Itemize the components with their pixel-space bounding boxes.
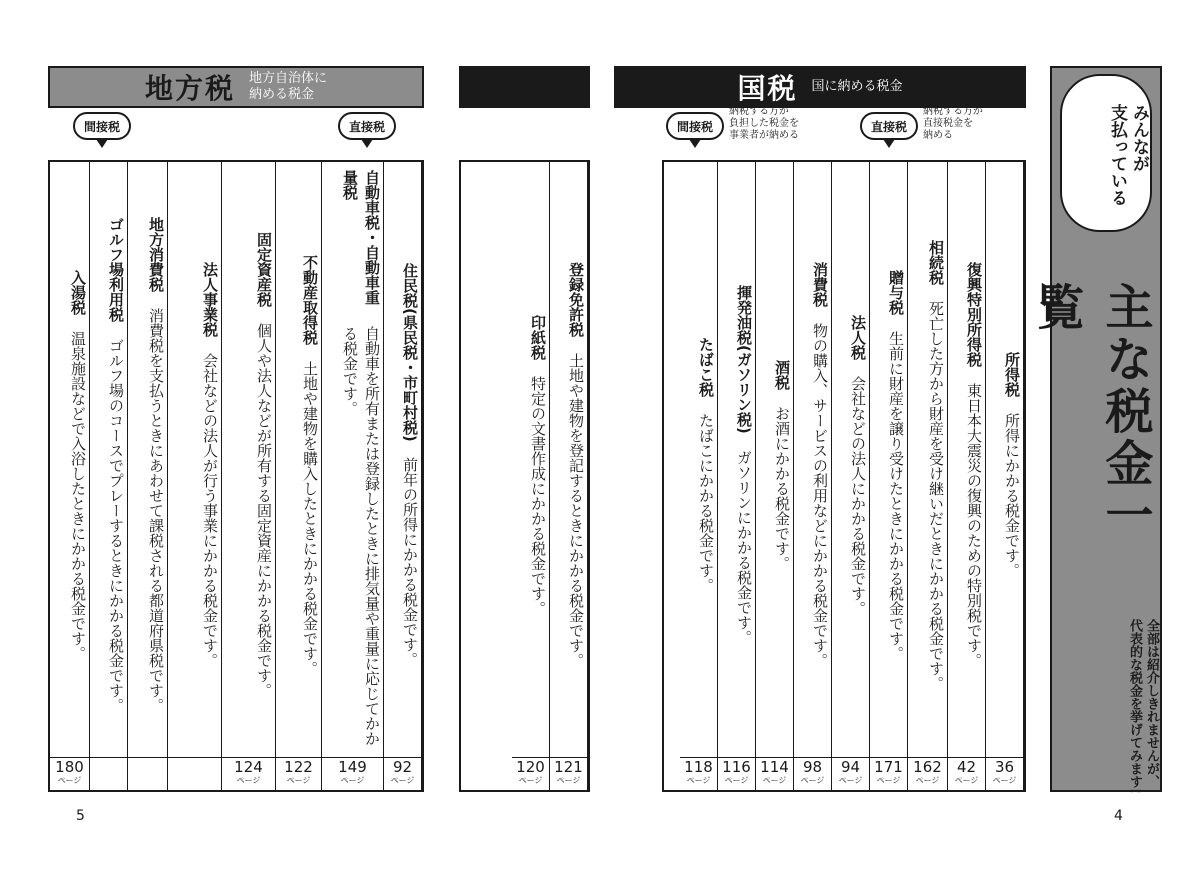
tax-description: 土地や建物を登記するときにかかる税金です。: [567, 353, 585, 668]
national-direct-bubble: 直接税: [860, 112, 918, 140]
national-tax-title: 国税: [737, 72, 798, 105]
local-tax-title: 地方税: [144, 72, 235, 105]
national-indirect-bubble: 間接税: [666, 112, 724, 140]
page-reference-unit: ページ: [762, 776, 787, 785]
national-tax-column: [986, 162, 1024, 790]
tax-description: 土地や建物を購入したときにかかる税金です。: [301, 360, 319, 676]
page-number-right: 4: [1114, 808, 1123, 824]
tax-name: 自動車税・自動車重量税: [341, 170, 381, 305]
local-tax-subtitle: 地方自治体に 納める税金: [249, 71, 328, 102]
tax-name: たばこ税: [697, 337, 715, 397]
page-reference-unit: ページ: [286, 776, 311, 785]
page-reference: [128, 757, 167, 790]
page-reference-number: 122: [284, 758, 313, 776]
local-tax-column-text: [90, 170, 127, 760]
page-reference-unit: ページ: [236, 776, 261, 785]
page-reference-number: 162: [913, 758, 942, 776]
side-cloud-text: みんなが 支払っている: [1107, 104, 1149, 206]
page-reference: [512, 757, 549, 790]
page-reference-unit: ページ: [724, 776, 749, 785]
page-reference-number: 124: [234, 758, 263, 776]
national-tax-column-text: [986, 170, 1023, 760]
page-reference-unit: ページ: [686, 776, 711, 785]
page-reference: [90, 757, 127, 790]
direct-tax-note: 納税する方が 直接税金を 納める: [923, 106, 983, 141]
local-direct-bubble-tail: [361, 139, 373, 148]
national-tax-column: [870, 162, 908, 790]
page-reference-unit: ページ: [340, 776, 365, 785]
page-reference-number: 36: [994, 758, 1015, 776]
local-tax-column-text: [222, 170, 275, 760]
tax-description: ガソリンにかかる税金です。: [735, 449, 753, 645]
page-reference: [870, 757, 907, 790]
page-reference-unit: ページ: [800, 776, 825, 785]
tax-name: 固定資産税: [255, 232, 273, 307]
national-tax-column-text: [948, 170, 985, 760]
local-tax-column: [90, 162, 128, 790]
page-reference-unit: ページ: [915, 776, 940, 785]
tax-name: 不動産取得税: [301, 254, 319, 345]
tax-description: 死亡した方から財産を受け継いだときにかかる税金です。: [927, 300, 945, 691]
national-tax-column-text: [870, 170, 907, 760]
page-reference: [908, 757, 947, 790]
local-tax-column-text: [276, 170, 321, 760]
page-reference-number: 116: [722, 758, 751, 776]
tax-description: 会社などの法人にかかる税金です。: [849, 375, 867, 616]
local-tax-column: [168, 162, 222, 790]
page-reference: [322, 757, 383, 790]
tax-description: 個人や法人などが所有する固定資産にかかる税金です。: [255, 323, 273, 698]
local-tax-column: [222, 162, 276, 790]
national-tax-column-text: [832, 170, 869, 760]
national-tax-column-text: [718, 170, 755, 760]
local-tax-column-text: [384, 170, 421, 760]
local-tax-column-text: [50, 170, 89, 760]
tax-description: 消費税を支払うときにあわせて課税される都道府県税です。: [147, 308, 165, 713]
page-reference: [276, 757, 321, 790]
tax-description: 自動車を所有または登録したときに排気量や重量に応じてかかる税金です。: [341, 326, 381, 747]
tax-description: 物の購入、サービスの利用などにかかる税金です。: [811, 323, 829, 668]
tax-description: 所得にかかる税金です。: [1003, 413, 1021, 578]
misc-tax-table: [459, 160, 590, 792]
national-tax-table: [662, 160, 1026, 792]
tax-description: 温泉施設などで入浴したときにかかる税金です。: [69, 330, 87, 661]
page-reference-number: 121: [554, 758, 583, 776]
misc-tax-column-text: [550, 170, 587, 760]
tax-name: 消費税: [811, 262, 829, 307]
local-tax-column-text: [168, 170, 221, 760]
page-reference-number: 171: [874, 758, 903, 776]
local-tax-column: [276, 162, 322, 790]
side-subtitle: 全部は紹介しきれませんが、 代表的な税金を挙げてみます!: [1127, 618, 1159, 794]
tax-name: 復興特別所得税: [965, 262, 983, 367]
page-reference: [168, 757, 221, 790]
tax-description: 特定の文書作成にかかる税金です。: [529, 375, 547, 616]
national-tax-column: [948, 162, 986, 790]
tax-description: 会社などの法人が行う事業にかかる税金です。: [201, 353, 219, 668]
local-tax-header: [48, 66, 424, 108]
local-tax-column-text: [128, 170, 167, 760]
tax-name: 揮発油税(ガソリン税): [735, 285, 753, 434]
tax-description: たばこにかかる税金です。: [697, 413, 715, 593]
local-tax-column: [322, 162, 384, 790]
page-reference: [680, 757, 717, 790]
page-reference-number: 42: [956, 758, 977, 776]
local-tax-column: [128, 162, 168, 790]
national-direct-bubble-tail: [883, 139, 895, 148]
page-reference: [948, 757, 985, 790]
page-reference: [384, 757, 421, 790]
local-indirect-bubble-tail: [96, 139, 108, 148]
national-tax-header: [614, 66, 1026, 108]
national-tax-column: [794, 162, 832, 790]
page-reference-unit: ページ: [57, 776, 82, 785]
page-reference-unit: ページ: [838, 776, 863, 785]
national-tax-column-text: [908, 170, 947, 760]
page-number-left: 5: [76, 808, 85, 824]
page-reference-number: 149: [338, 758, 367, 776]
page-reference-unit: ページ: [556, 776, 581, 785]
page-reference: [50, 757, 89, 790]
misc-tax-header: [459, 66, 590, 108]
page-reference-unit: ページ: [992, 776, 1017, 785]
page-reference-number: 118: [684, 758, 713, 776]
tax-name: 登録免許税: [567, 262, 585, 337]
tax-description: お酒にかかる税金です。: [773, 405, 791, 571]
side-cloud: [1060, 74, 1152, 232]
local-tax-column-text: [322, 170, 383, 760]
misc-tax-column-text: [512, 170, 549, 760]
national-tax-column-text: [794, 170, 831, 760]
local-direct-bubble: 直接税: [338, 112, 396, 140]
page-reference: [756, 757, 793, 790]
page-reference-unit: ページ: [876, 776, 901, 785]
tax-name: 印紙税: [529, 314, 547, 360]
tax-name: 贈与税: [887, 269, 905, 315]
tax-description: 前年の所得にかかる税金です。: [401, 457, 419, 668]
side-title: 主な税金一覧: [1028, 282, 1153, 542]
national-tax-column: [832, 162, 870, 790]
page-reference: [832, 757, 869, 790]
national-indirect-bubble-tail: [689, 139, 701, 148]
tax-name: 地方消費税: [147, 217, 165, 292]
tax-name: 法人税: [849, 314, 867, 360]
misc-tax-column: [550, 162, 588, 790]
national-tax-column: [718, 162, 756, 790]
page-reference-number: 92: [392, 758, 413, 776]
tax-name: 住民税(県民税・市町村税): [401, 262, 419, 442]
national-tax-column: [756, 162, 794, 790]
page-reference-unit: ページ: [518, 776, 543, 785]
page-reference-number: 98: [802, 758, 823, 776]
tax-name: 酒税: [773, 359, 791, 390]
local-tax-column: [384, 162, 422, 790]
local-indirect-bubble: 間接税: [73, 112, 131, 140]
tax-name: ゴルフ場利用税: [107, 217, 125, 322]
page-reference-number: 180: [55, 758, 84, 776]
national-tax-column-text: [680, 170, 717, 760]
misc-tax-column: [512, 162, 550, 790]
page-reference-number: 94: [840, 758, 861, 776]
page-reference-unit: ページ: [390, 776, 415, 785]
page-reference: [986, 757, 1023, 790]
national-tax-column-text: [756, 170, 793, 760]
page-reference-number: 114: [760, 758, 789, 776]
page-reference-number: 120: [516, 758, 545, 776]
indirect-tax-note: 納税する方が 負担した税金を 事業者が納める: [729, 106, 799, 141]
page-reference: [794, 757, 831, 790]
tax-description: 生前に財産を譲り受けたときにかかる税金です。: [887, 330, 905, 661]
tax-name: 入湯税: [69, 269, 87, 315]
tax-name: 法人事業税: [201, 262, 219, 337]
national-tax-subtitle: 国に納める税金: [811, 79, 903, 94]
page-reference: [550, 757, 587, 790]
tax-description: 東日本大震災の復興のための特別税です。: [965, 383, 983, 668]
page-reference: [718, 757, 755, 790]
page-reference-unit: ページ: [954, 776, 979, 785]
page-reference: [222, 757, 275, 790]
national-tax-column: [680, 162, 718, 790]
tax-name: 相続税: [927, 239, 945, 285]
national-tax-column: [908, 162, 948, 790]
local-tax-table: [48, 160, 424, 792]
tax-description: ゴルフ場のコースでプレーするときにかかる税金です。: [107, 338, 125, 713]
local-tax-column: [50, 162, 90, 790]
side-panel: [1028, 66, 1162, 794]
tax-name: 所得税: [1003, 352, 1021, 397]
